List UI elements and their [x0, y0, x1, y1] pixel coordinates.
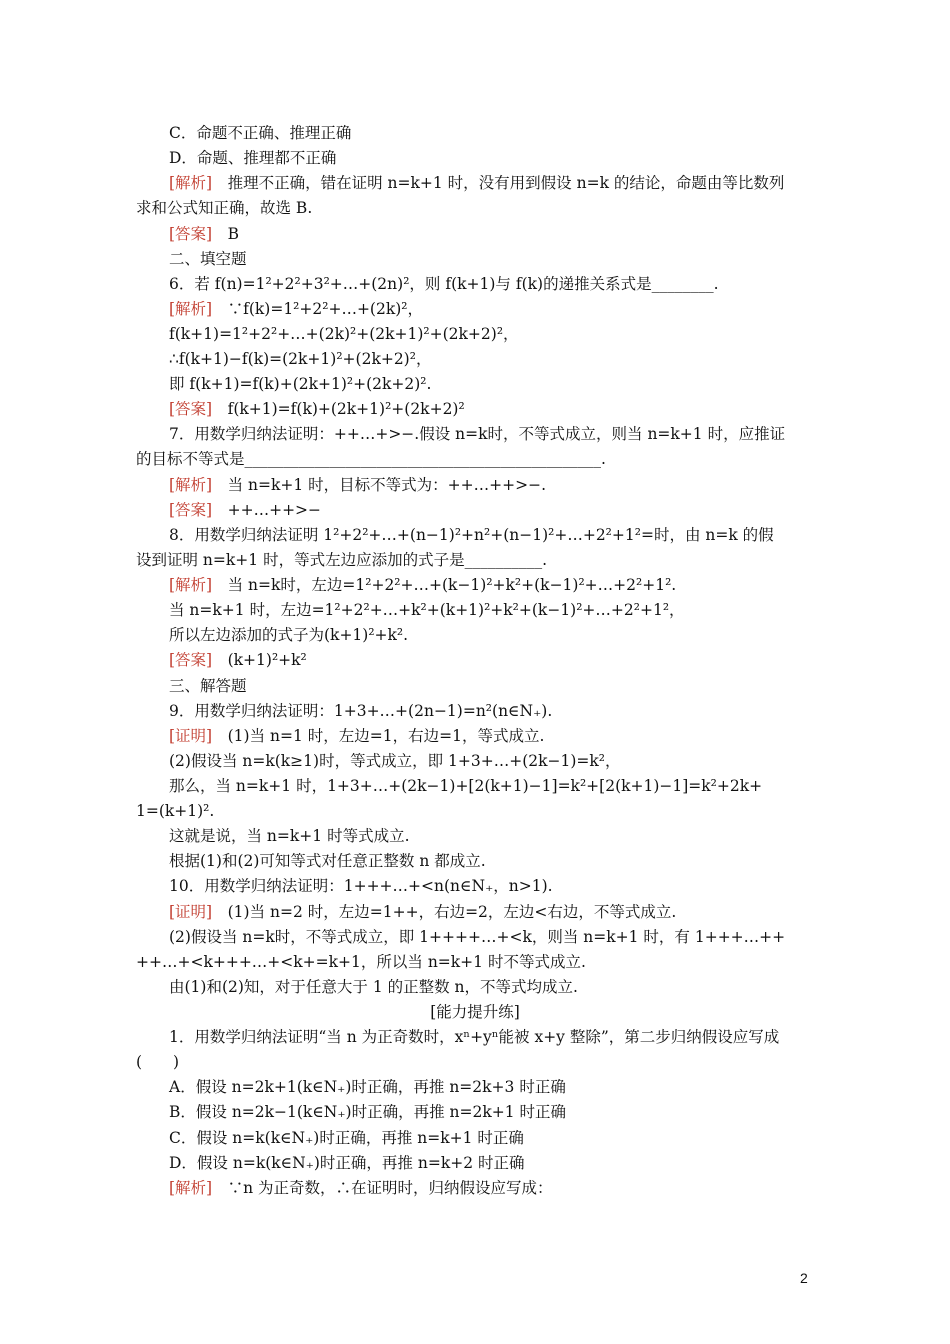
text-line — [136, 550, 547, 570]
line-text: 求和公式知正确，故选 B. — [136, 199, 313, 217]
line-text: 所以左边添加的式子为(k+1)²+k². — [169, 626, 409, 644]
text-line — [169, 1077, 566, 1097]
annotation-tag: [答案] — [169, 501, 213, 519]
line-text: 7．用数学归纳法证明：++…+>−.假设 n=k时，不等式成立，则当 n=k+1 时，应推证 — [169, 425, 786, 443]
text-line — [169, 902, 676, 922]
text-line — [169, 600, 685, 620]
text-line — [169, 399, 465, 419]
text-line — [169, 776, 762, 796]
line-text: 推理不正确，错在证明 n=k+1 时，没有用到假设 n=k 的结论，命题由等比数列 — [212, 174, 785, 192]
annotation-tag: [解析] — [169, 1179, 213, 1197]
line-text: f(k+1)=1²+2²+…+(2k)²+(2k+1)²+(2k+2)²， — [169, 325, 519, 343]
line-text: (1)当 n=2 时，左边=1++，右边=2，左边<右边，不等式成立. — [212, 903, 677, 921]
line-text: 由(1)和(2)知，对于任意大于 1 的正整数 n，不等式均成立. — [169, 978, 578, 996]
text-line — [169, 977, 578, 997]
annotation-tag: [答案] — [169, 651, 213, 669]
line-text: 1．用数学归纳法证明“当 n 为正奇数时，xⁿ+yⁿ能被 x+y 整除”，第二步归纳假设应写成 — [169, 1028, 780, 1046]
line-text: C．命题不正确、推理正确 — [169, 124, 352, 142]
text-line — [169, 324, 519, 344]
line-text: B．假设 n=2k−1(k∈N₊)时正确，再推 n=2k+1 时正确 — [169, 1103, 567, 1121]
line-text: (1)当 n=1 时，左边=1，右边=1，等式成立. — [212, 727, 545, 745]
text-line — [169, 173, 784, 193]
line-text: 即 f(k+1)=f(k)+(2k+1)²+(2k+2)². — [169, 375, 432, 393]
line-text: ++…+<k+++…+<k+=k+1，所以当 n=k+1 时不等式成立. — [136, 953, 586, 971]
line-text: (2)假设当 n=k(k≥1)时，等式成立，即 1+3+…+(2k−1)=k²， — [169, 752, 621, 770]
text-line — [169, 249, 247, 269]
text-line — [169, 876, 553, 896]
line-text: 8．用数学归纳法证明 1²+2²+…+(n−1)²+n²+(n−1)²+…+2²+1²=时，由 n=k 的假 — [169, 526, 774, 544]
text-line — [169, 625, 408, 645]
annotation-tag: [证明] — [169, 903, 213, 921]
line-text: ∵f(k)=1²+2²+…+(2k)²， — [212, 300, 423, 318]
text-line — [136, 1052, 179, 1072]
text-line — [169, 650, 307, 670]
line-text: A．假设 n=2k+1(k∈N₊)时正确，再推 n=2k+3 时正确 — [169, 1078, 566, 1096]
text-line — [169, 424, 785, 444]
annotation-tag: [解析] — [169, 174, 213, 192]
text-line — [169, 475, 546, 495]
text-line — [169, 525, 774, 545]
text-line — [169, 1128, 524, 1148]
line-text: D．命题、推理都不正确 — [169, 149, 337, 167]
text-line — [169, 374, 431, 394]
line-text: 这就是说，当 n=k+1 时等式成立. — [169, 827, 410, 845]
section-title: [能力提升练] — [430, 1003, 520, 1021]
line-text: f(k+1)=f(k)+(2k+1)²+(2k+2)² — [212, 400, 465, 418]
annotation-tag: [解析] — [169, 576, 213, 594]
text-line — [169, 826, 410, 846]
line-text: ∴f(k+1)−f(k)=(2k+1)²+(2k+2)²， — [169, 350, 432, 368]
text-line — [136, 952, 586, 972]
text-line — [136, 198, 312, 218]
line-text: 的目标不等式是______________________________________________. — [136, 450, 606, 468]
line-text: ∵n 为正奇数，∴在证明时，归纳假设应写成： — [212, 1179, 553, 1197]
text-line — [169, 224, 239, 244]
text-line — [136, 449, 606, 469]
line-text: D．假设 n=k(k∈N₊)时正确，再推 n=k+2 时正确 — [169, 1154, 525, 1172]
text-line — [169, 274, 719, 294]
annotation-tag: [解析] — [169, 300, 213, 318]
text-line — [169, 349, 431, 369]
line-text: 6．若 f(n)=1²+2²+3²+…+(2n)²，则 f(k+1)与 f(k)的递推关系式是________. — [169, 275, 719, 293]
text-line — [169, 927, 785, 947]
line-text: 三、解答题 — [169, 677, 247, 695]
line-text: C．假设 n=k(k∈N₊)时正确，再推 n=k+1 时正确 — [169, 1129, 524, 1147]
text-line — [169, 851, 486, 871]
annotation-tag: [答案] — [169, 225, 213, 243]
text-line — [169, 726, 544, 746]
text-line — [169, 701, 552, 721]
text-line — [169, 1027, 779, 1047]
text-line — [169, 676, 247, 696]
line-text: 1=(k+1)². — [136, 802, 215, 820]
line-text: ++…++>− — [212, 501, 322, 519]
text-line — [169, 575, 676, 595]
text-line — [169, 148, 336, 168]
line-text: 当 n=k+1 时，目标不等式为：++…++>−. — [212, 476, 547, 494]
line-text: 10．用数学归纳法证明：1+++…+<n(n∈N₊，n>1). — [169, 877, 553, 895]
line-text: 设到证明 n=k+1 时，等式左边应添加的式子是__________. — [136, 551, 547, 569]
line-text: (2)假设当 n=k时，不等式成立，即 1++++…+<k，则当 n=k+1 时，有 1+++…++ — [169, 928, 786, 946]
line-text: 9．用数学归纳法证明：1+3+…+(2n−1)=n²(n∈N₊). — [169, 702, 553, 720]
text-line — [169, 500, 321, 520]
line-text: 根据(1)和(2)可知等式对任意正整数 n 都成立. — [169, 852, 486, 870]
line-text: 二、填空题 — [169, 250, 247, 268]
line-text: 当 n=k+1 时，左边=1²+2²+…+k²+(k+1)²+k²+(k−1)²+…+2²+1²， — [169, 601, 685, 619]
text-line — [169, 1153, 525, 1173]
page-number: 2 — [800, 1270, 808, 1286]
text-line — [169, 1178, 553, 1198]
annotation-tag: [答案] — [169, 400, 213, 418]
line-text: (k+1)²+k² — [212, 651, 307, 669]
line-text: ( ) — [136, 1053, 180, 1071]
text-line — [136, 801, 214, 821]
text-line — [169, 751, 620, 771]
annotation-tag: [证明] — [169, 727, 213, 745]
text-line — [169, 299, 423, 319]
text-line — [169, 1102, 566, 1122]
text-line — [169, 123, 351, 143]
annotation-tag: [解析] — [169, 476, 213, 494]
line-text: 那么，当 n=k+1 时，1+3+…+(2k−1)+[2(k+1)−1]=k²+[2(k+1)−1]=k²+2k+ — [169, 777, 763, 795]
line-text: 当 n=k时，左边=1²+2²+…+(k−1)²+k²+(k−1)²+…+2²+1². — [212, 576, 677, 594]
line-text: B — [212, 225, 239, 243]
